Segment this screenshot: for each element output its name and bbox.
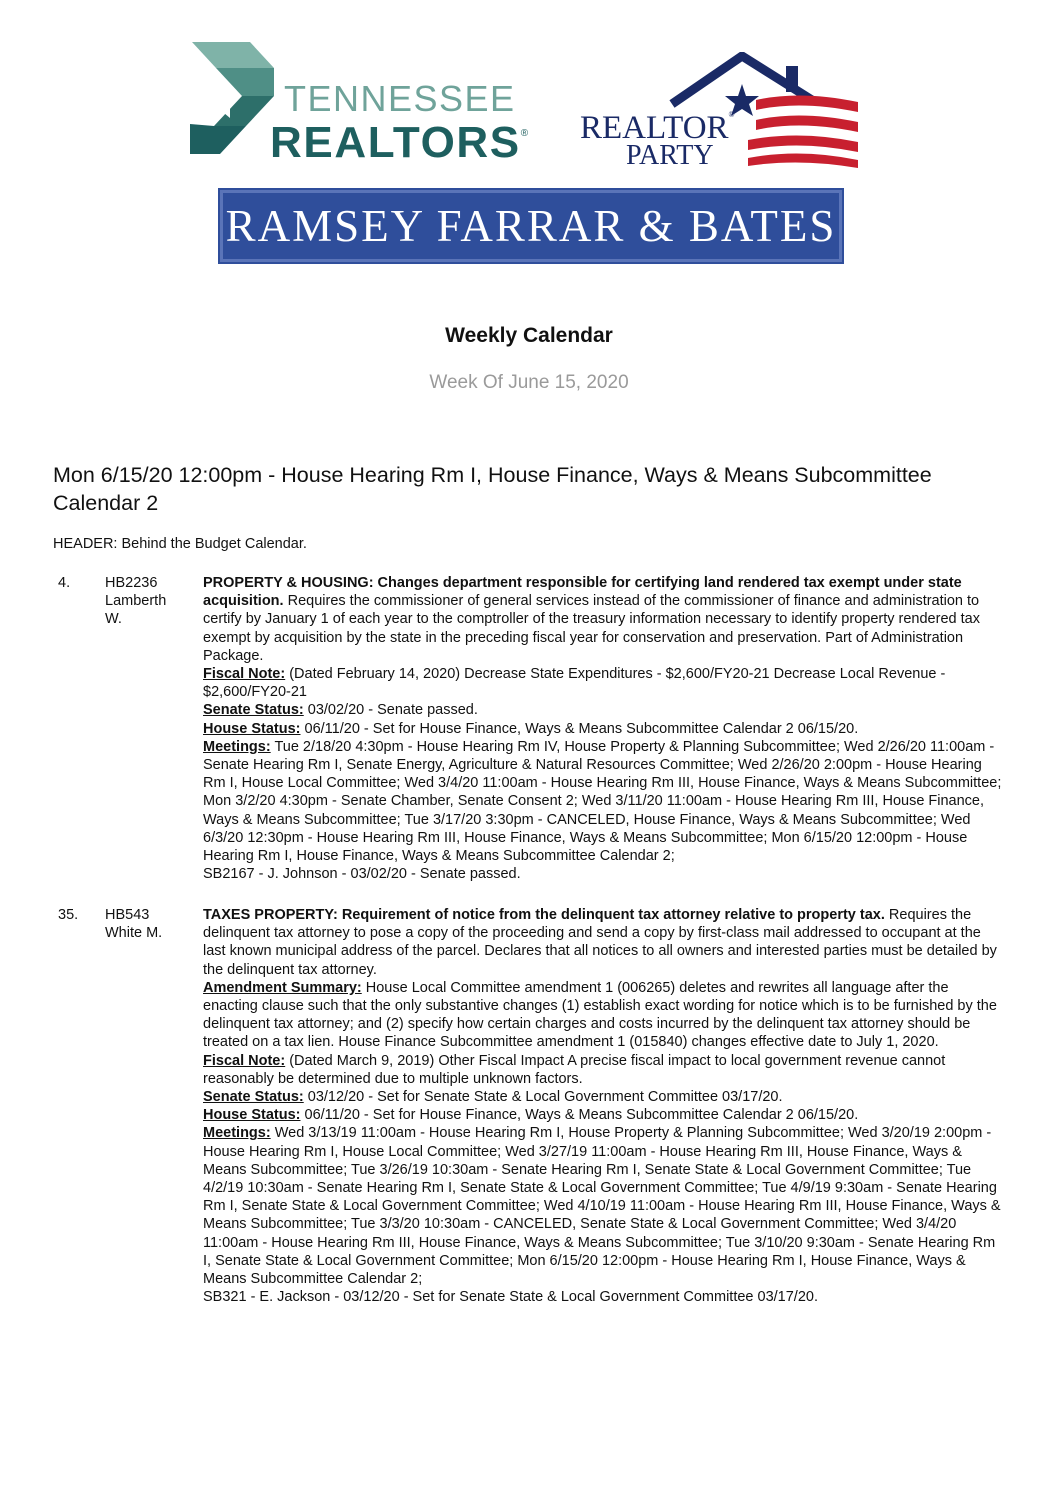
realtor-party-logo (580, 52, 860, 172)
bill-summary (203, 574, 1003, 665)
bill-id: HB2236 (105, 575, 158, 591)
fiscal-note-text: (Dated March 9, 2019) Other Fiscal Impact A precise fiscal impact to local government revenue cannot reasonably be determined due to multiple unknown factors. (203, 1052, 946, 1087)
amendment-summary (203, 979, 1003, 1052)
meetings-text: Wed 3/13/19 11:00am - House Hearing Rm I, House Property & Planning Subcommittee; Wed 3/20/19 2:00pm - House Hearing Rm I, House Local Committee; Wed 3/27/19 11:00am - House Hearing Rm III, House Finance, Ways & Means Subcommittee; Tue 3/26/19 10:30am - Senate Hearing Rm I, Senate State & Local Government Committee; Tue 4/2/19 10:30am - Senate Hearing Rm I, Senate State & Local Government Committee; Tue 4/9/19 9:30am - Senate Hearing Rm I, Senate State & Local Government Committee; Wed 4/10/19 11:00am - House Hearing Rm III, House Finance, Ways & Means Subcommittee; Tue 3/3/20 10:30am - CANCELED, Senate State & Local Government Committee; Wed 3/4/20 11:00am - House Hearing Rm III, House Finance, Ways & Means Subcommittee; Tue 3/10/20 9:30am - Senate Hearing Rm I, Senate State & Local Government Committee; Mon 6/15/20 12:00pm - House Hearing Rm I, House Finance, Ways & Means Subcommittee Calendar 2; (203, 1125, 1001, 1288)
house-status (203, 1106, 1003, 1124)
amendment-summary-label: Amendment Summary: (203, 979, 362, 996)
bill-sponsor: Lamberth W. (105, 593, 167, 628)
amendment-summary-text: House Local Committee amendment 1 (006265) deletes and rewrites all language after the enacting clause such that the only substantive changes (1) establish exact wording for notice which is to be furnished by the delinquent tax attorney; and (2) specify how certain charges and costs incurred by the delinquent tax attorney should be treated on a tax lien. House Finance Subcommittee amendment 1 (015840) changes effective date to July 1, 2020. (203, 979, 997, 1051)
meetings (203, 1124, 1003, 1288)
bill-description: Requires the commissioner of general services instead of the commissioner of finance and administration to certify by January 1 of each year to the comptroller of the treasury information necessary to identify property rendered tax exempt by acquisition by the state in the preceding fiscal year for conservation and preservation. Part of Administration Package. (203, 593, 980, 664)
party-wordmark: PARTY (626, 140, 714, 171)
senate-status-text: 03/12/20 - Set for Senate State & Local Government Committee 03/17/20. (303, 1089, 783, 1106)
meetings-text: Tue 2/18/20 4:30pm - House Hearing Rm IV, House Property & Planning Subcommittee; Wed 2/26/20 11:00am - Senate Hearing Rm I, Senate Energy, Agriculture & Natural Resources Committee; Wed 2/26/20 2:00pm - House Hearing Rm I, House Local Committee; Wed 3/4/20 11:00am - House Hearing Rm III, House Finance, Ways & Means Subcommittee; Mon 3/2/20 4:30pm - Senate Chamber, Senate Consent 2; Wed 3/11/20 11:00am - House Hearing Rm III, House Finance, Ways & Means Subcommittee; Tue 3/17/20 3:30pm - CANCELED, House Finance, Ways & Means Subcommittee; Wed 6/3/20 12:30pm - House Hearing Rm III, House Finance, Ways & Means Subcommittee; Mon 6/15/20 12:00pm - House Hearing Rm I, House Finance, Ways & Means Subcommittee Calendar 2; (203, 738, 1002, 865)
header-value: Behind the Budget Calendar. (117, 536, 307, 552)
bill-details (203, 574, 1003, 883)
senate-status-text: 03/02/20 - Senate passed. (303, 702, 478, 719)
bill-id: HB543 (105, 907, 150, 923)
meetings-label: Meetings: (203, 738, 271, 755)
fiscal-note (203, 1052, 1003, 1088)
bill-number: 35. (58, 907, 79, 923)
bill-caption: PROPERTY & HOUSING: Changes department responsible for certifying land rendered tax exempt under state acquisition. (203, 575, 962, 610)
house-status-label: House Status: (203, 1107, 301, 1124)
bill-number: 4. (58, 575, 71, 591)
bill-id-sponsor (105, 574, 197, 629)
companion-bill: SB2167 - J. Johnson - 03/02/20 - Senate passed. (203, 866, 521, 883)
meeting-header-note (53, 536, 307, 552)
senate-status (203, 701, 1003, 719)
house-status (203, 720, 1003, 738)
bill-caption: TAXES PROPERTY: Requirement of notice from the delinquent tax attorney relative to property tax. (203, 907, 885, 923)
bill-sponsor: White M. (105, 925, 163, 942)
meetings-label: Meetings: (203, 1125, 271, 1142)
house-status-text: 06/11/20 - Set for House Finance, Ways & Means Subcommittee Calendar 2 06/15/20. (300, 720, 859, 737)
realtor-wordmark: REALTOR® (580, 110, 735, 146)
house-status-label: House Status: (203, 720, 301, 737)
fiscal-note (203, 665, 1003, 701)
companion-bill: SB321 - E. Jackson - 03/12/20 - Set for Senate State & Local Government Committee 03/17/20. (203, 1289, 818, 1306)
bill-id-sponsor (105, 906, 197, 942)
header-label: HEADER: (53, 536, 118, 552)
tennessee-wordmark: TENNESSEE (284, 78, 516, 119)
bill-summary (203, 906, 1003, 979)
senate-status-label: Senate Status: (203, 1089, 304, 1106)
page-subtitle: Week Of June 15, 2020 (429, 372, 629, 393)
senate-status-label: Senate Status: (203, 702, 304, 719)
bill-description: Requires the delinquent tax attorney to pose a copy of the proceeding and send a copy by first-class mail addressed to occupant at the last known municipal address of the parcel. Declares that all notices to all owners and interested parties must be detailed by the delinquent tax attorney. (203, 907, 997, 978)
meetings (203, 738, 1003, 865)
bill-details (203, 906, 1003, 1306)
tennessee-realtors-logo (190, 42, 550, 167)
senate-status (203, 1088, 1003, 1106)
house-status-text: 06/11/20 - Set for House Finance, Ways & Means Subcommittee Calendar 2 06/15/20. (300, 1107, 859, 1124)
fiscal-note-text: (Dated February 14, 2020) Decrease State Expenditures - $2,600/FY20-21 Decrease Local Revenue - $2,600/FY20-21 (203, 666, 946, 701)
page-title: Weekly Calendar (445, 324, 613, 347)
tennessee-realtors-mark-icon (190, 42, 274, 154)
ramsey-farrar-bates-logo (220, 190, 842, 262)
rfb-wordmark: RAMSEY FARRAR & BATES (225, 201, 837, 251)
fiscal-note-label: Fiscal Note: (203, 666, 286, 683)
meeting-heading: Mon 6/15/20 12:00pm - House Hearing Rm I, House Finance, Ways & Means Subcommittee Calendar 2 (53, 463, 932, 515)
realtors-wordmark: REALTORS® (270, 118, 530, 167)
fiscal-note-label: Fiscal Note: (203, 1052, 286, 1069)
